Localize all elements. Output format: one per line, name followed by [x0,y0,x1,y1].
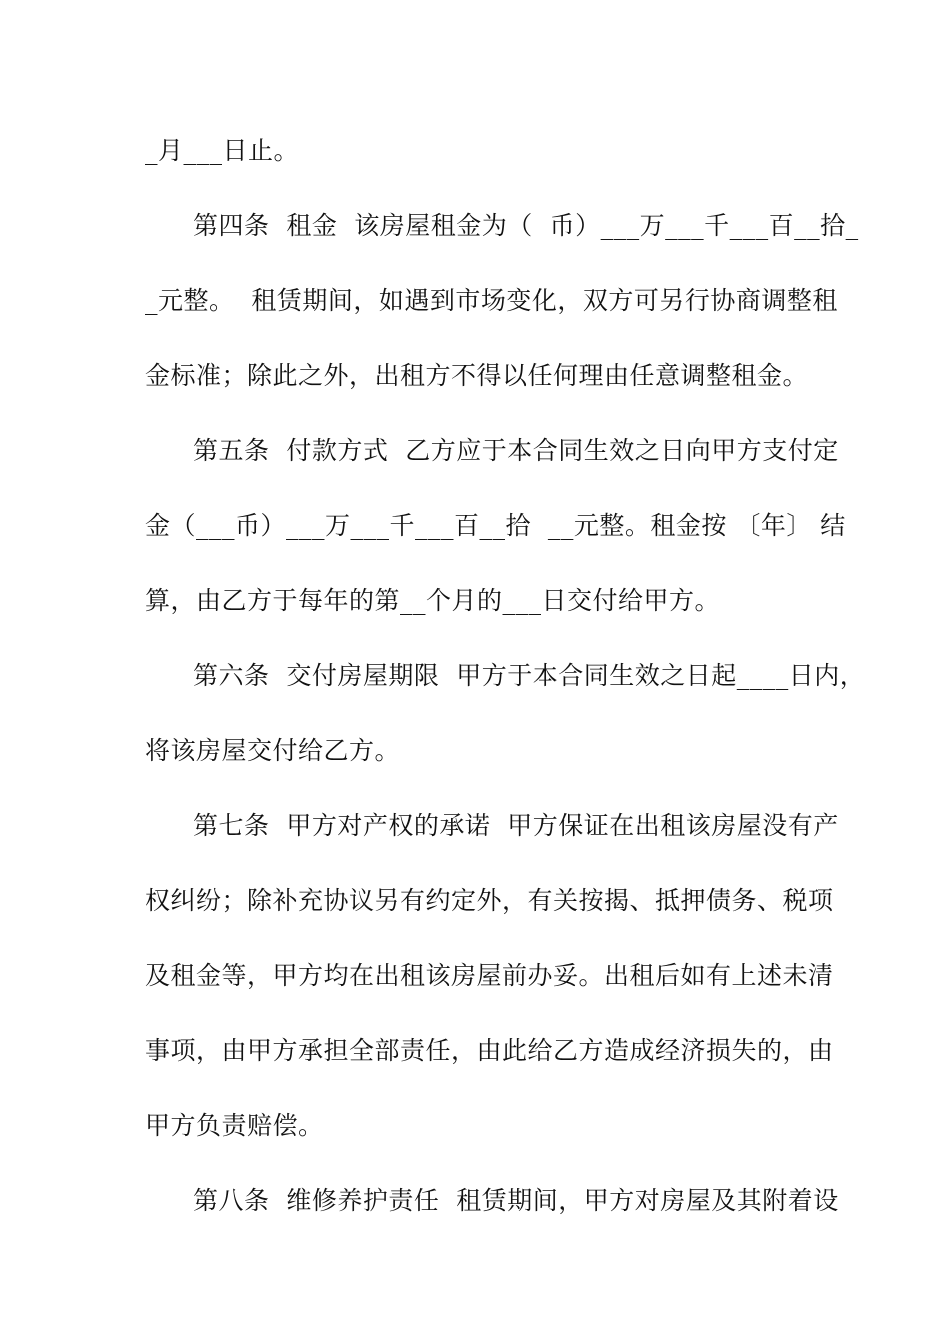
article-4-heading-line: 第四条 租金 该房屋租金为（ 币）___万___千___百__拾_ [193,211,859,240]
text-line: 金（___币）___万___千___百__拾 __元整。租金按 〔年〕 结 [145,511,846,540]
article-5-heading-line: 第五条 付款方式 乙方应于本合同生效之日向甲方支付定 [193,436,839,465]
text-line: 金标准；除此之外，出租方不得以任何理由任意调整租金。 [145,361,809,390]
text-line: 算，由乙方于每年的第__个月的___日交付给甲方。 [145,586,721,615]
article-7-heading-line: 第七条 甲方对产权的承诺 甲方保证在出租该房屋没有产 [193,811,839,840]
text-line: 甲方负责赔偿。 [145,1111,324,1140]
text-line: 权纠纷；除补充协议另有约定外，有关按揭、抵押债务、税项 [145,886,834,915]
text-line: 将该房屋交付给乙方。 [145,736,401,765]
text-line: 及租金等，甲方均在出租该房屋前办妥。出租后如有上述未清 [145,961,834,990]
text-line: _元整。 租赁期间，如遇到市场变化，双方可另行协商调整租 [145,286,838,315]
text-line: 事项，由甲方承担全部责任，由此给乙方造成经济损失的，由 [145,1036,834,1065]
text-line: _月___日止。 [145,136,300,165]
article-6-heading-line: 第六条 交付房屋期限 甲方于本合同生效之日起____日内， [193,661,866,690]
article-8-heading-line: 第八条 维修养护责任 租赁期间，甲方对房屋及其附着设 [193,1186,839,1215]
